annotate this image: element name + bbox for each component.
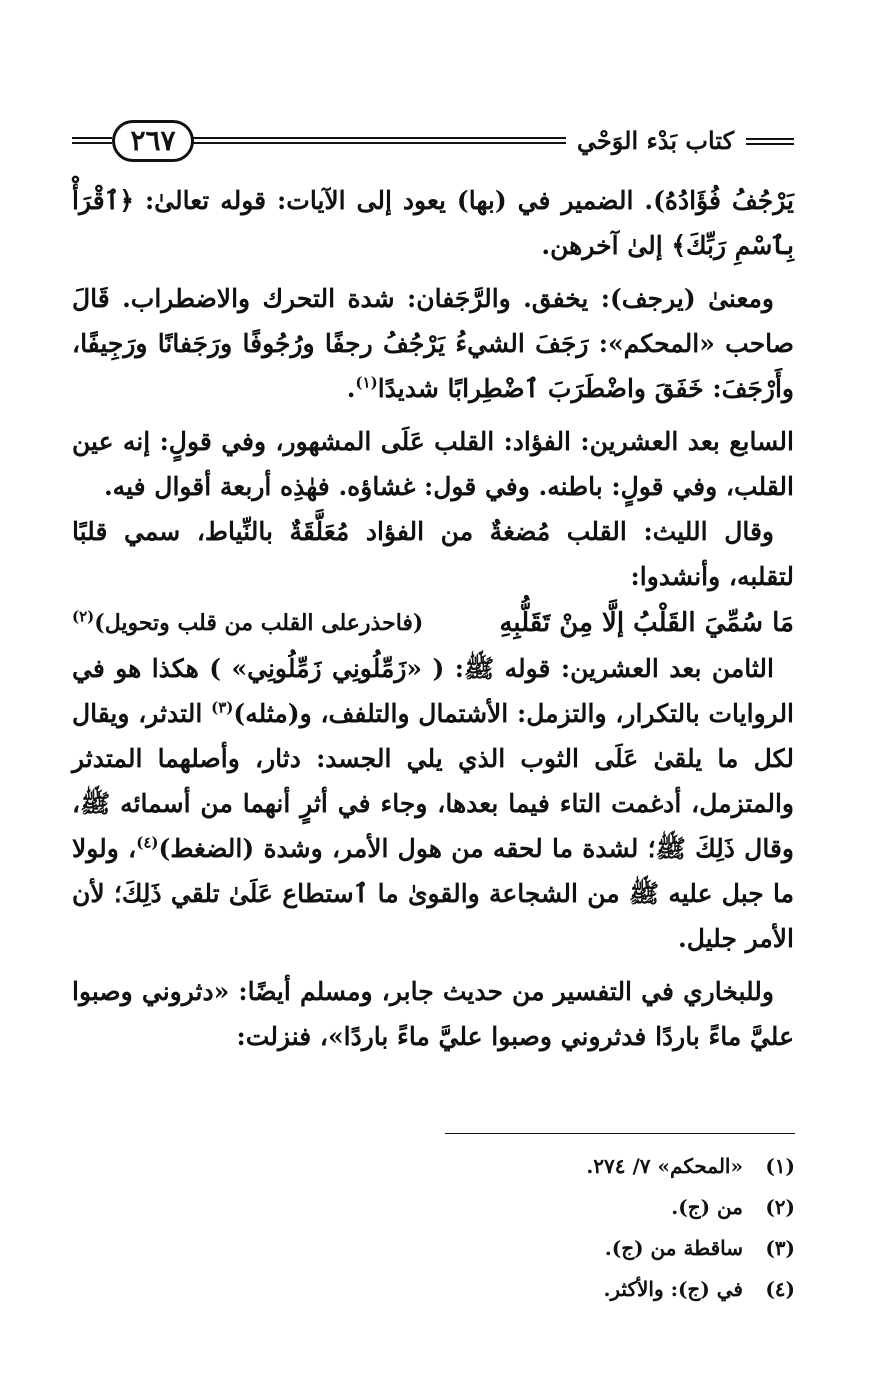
- footnote-separator: [445, 1133, 795, 1134]
- footnote: [200, 1228, 795, 1269]
- footnote-number: (٣): [765, 1236, 795, 1260]
- footnote-text: ساقطة من (ج).: [604, 1236, 743, 1260]
- paragraph-text: ، ولولا ما جبل عليه ﷺ من الشجاعة والقوىٰ ما ٱستطاع عَلَىٰ تلقي ذَلِكَ؛ لأن الأمر جليل.: [72, 834, 794, 953]
- verse-hemistich-1: مَا سُمِّيَ القَلْبُ إلَّا مِنْ تَقَلُّبِهِ: [499, 608, 794, 638]
- paragraph: [72, 178, 794, 268]
- paragraph-text: السابع بعد العشرين: الفؤاد: القلب عَلَى المشهور، وفي قولٍ: إنه عين القلب، وفي قولٍ: باطنه. وفي قول: غشاؤه. فهٰذِه أربعة أقوال فيه.: [72, 427, 794, 501]
- page-number: ٢٦٧: [112, 120, 194, 162]
- paragraph-text: .: [346, 374, 356, 403]
- footnote-text: من (ج).: [671, 1195, 743, 1219]
- paragraph-text: وللبخاري في التفسير من حديث جابر، ومسلم أيضًا: «دثروني وصبوا عليَّ ماءً باردًا فدثروني وصبوا عليَّ ماءً باردًا»، فنزلت:: [72, 977, 794, 1051]
- verse-hemistich-2: [72, 601, 423, 646]
- header-rule-right: [746, 138, 794, 150]
- footnote-ref: (٤): [136, 833, 159, 852]
- paragraph: [72, 646, 794, 961]
- paragraph-text: الثامن بعد العشرين: قوله ﷺ: ( «زَمِّلُونِي زَمِّلُونِي» ) هكذا هو في الروايات بالتكرار، والتزمل: الأشتمال والتلفف، و(مثله): [72, 654, 795, 728]
- footnote: [200, 1269, 795, 1310]
- verse-hemistich-2-text: (فاحذرعلى القلب من قلب وتحويل): [94, 610, 424, 636]
- paragraph: [72, 969, 794, 1059]
- paragraph-text: يَرْجُفُ فُؤَادُهُ). الضمير في (بها) يعود إلى الآيات: قوله تعالىٰ: ﴿ٱقْرَأْ بِٱسْمِ رَبِّكَ﴾ إلىٰ آخرهن.: [72, 186, 794, 260]
- paragraph-text: وقال الليث: القلب مُضغةٌ من الفؤاد مُعَلَّقَةٌ بالنِّياط، سمي قلبًا لتقلبه، وأنشدوا:: [72, 517, 794, 591]
- page-header: [72, 118, 794, 168]
- poetry-verse: [72, 601, 794, 646]
- paragraph-text: ومعنىٰ (يرجف): يخفق. والرَّجَفان: شدة التحرك والاضطراب. قَالَ صاحب «المحكم»: رَجَفَ الشيءُ يَرْجُفُ رجفًا ورُجُوفًا ورَجَفانًا ورَجِيفًا، وأَرْجَفَ: خَفَقَ واضْطَرَبَ ٱضْطِرابًا شديدًا: [72, 284, 794, 403]
- footnote-text: في (ج): والأكثر.: [603, 1277, 743, 1301]
- footnote: [200, 1187, 795, 1228]
- footnotes: [200, 1146, 795, 1310]
- footnote-ref: (٢): [72, 607, 95, 626]
- footnote-ref: (٣): [211, 698, 234, 717]
- header-rule-center: [192, 137, 566, 151]
- footnote-number: (١): [765, 1154, 795, 1178]
- footnote: [200, 1146, 795, 1187]
- paragraph: [72, 419, 794, 509]
- footnote-ref: (١): [355, 373, 378, 392]
- paragraph-text: التدثر، ويقال لكل ما يلقىٰ عَلَى الثوب الذي يلي الجسد: دثار، وأصلهما المتدثر والمتزمل، أدغمت التاء فيما بعدها، وجاء في أثرٍ أنهما من أسمائه ﷺ، وقال ذَلِكَ ﷺ؛ لشدة ما لحقه من هول الأمر، وشدة (الضغط): [72, 699, 794, 863]
- footnote-number: (٤): [765, 1277, 795, 1301]
- footnote-number: (٢): [765, 1195, 795, 1219]
- header-rule-left: [72, 137, 112, 147]
- paragraph: [72, 276, 794, 411]
- paragraph: [72, 509, 794, 599]
- footnote-text: «المحكم» ٧/ ٢٧٤.: [586, 1154, 743, 1178]
- running-title: كتاب بَدْء الوَحْي: [576, 126, 734, 155]
- main-text: [72, 178, 794, 1059]
